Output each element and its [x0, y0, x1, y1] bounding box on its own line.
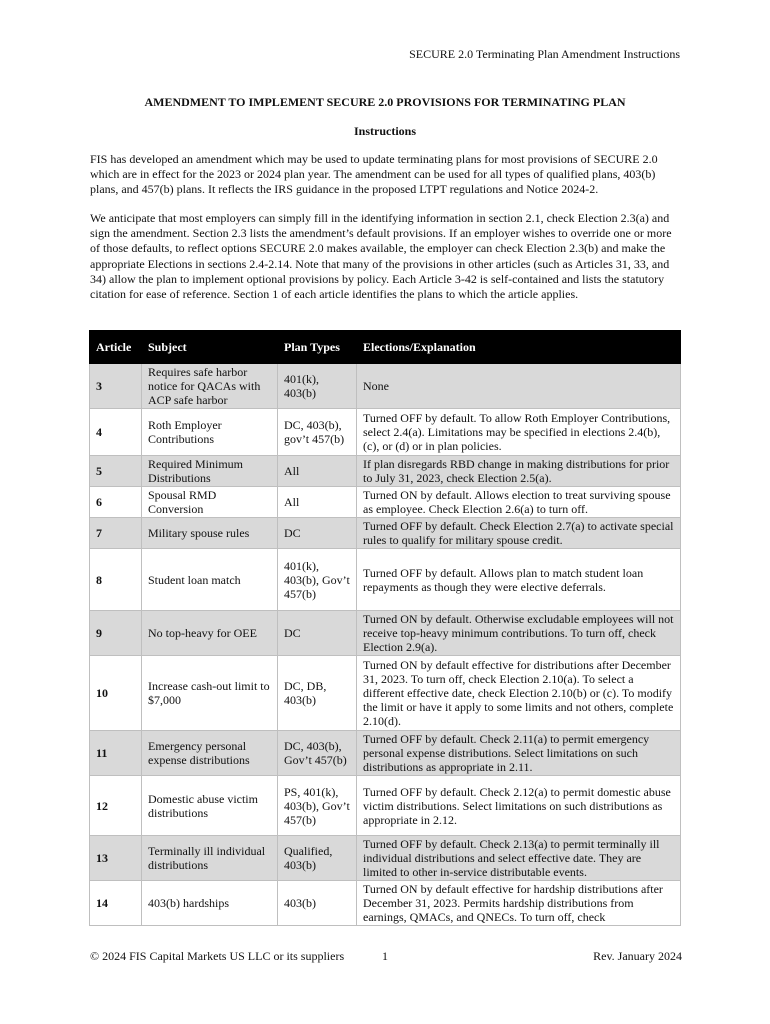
running-header: SECURE 2.0 Terminating Plan Amendment Instructions — [409, 47, 680, 61]
elections-cell: None — [357, 364, 681, 409]
table-row — [90, 881, 681, 926]
plan-types-cell: 401(k), 403(b), Gov’t 457(b) — [278, 549, 357, 611]
plan-types-cell: 403(b) — [278, 881, 357, 926]
document-title: AMENDMENT TO IMPLEMENT SECURE 2.0 PROVISIONS FOR TERMINATING PLAN — [144, 95, 626, 109]
article-number: 6 — [90, 487, 142, 518]
subject-cell: Student loan match — [142, 549, 278, 611]
instructions-paragraph: We anticipate that most employers can simply fill in the identifying information in section 2.1, check Election 2.3(a) and sign the amendment. Section 2.3 lists the amendment’s default provisions. If an employer wishes to override one or more of those defaults, to reflect options SECURE 2.0 makes available, the employer can check Election 2.3(b) and make the appropriate Elections in sections 2.4-2.14. Note that many of the provisions in other articles (such as Articles 31, 33, and 34) allow the plan to implement optional provisions by policy. Each Article 3-42 is self-contained and lists the statutory citation for ease of reference. Section 1 of each article identifies the plans to which the article applies. — [90, 211, 672, 302]
table-row — [90, 656, 681, 731]
plan-types-cell: DC — [278, 518, 357, 549]
plan-types-cell: DC, 403(b), Gov’t 457(b) — [278, 731, 357, 776]
articles-table — [89, 330, 681, 926]
subject-cell: Requires safe harbor notice for QACAs with ACP safe harbor — [142, 364, 278, 409]
elections-cell: Turned OFF by default. Check 2.13(a) to permit terminally ill individual distributions and select effective date. They are limited to other in-service distributable events. — [357, 836, 681, 881]
revision-date: Rev. January 2024 — [593, 949, 682, 963]
article-number: 5 — [90, 456, 142, 487]
plan-types-cell: Qualified, 403(b) — [278, 836, 357, 881]
subject-cell: Increase cash-out limit to $7,000 — [142, 656, 278, 731]
subject-cell: No top-heavy for OEE — [142, 611, 278, 656]
table-row — [90, 731, 681, 776]
subject-cell: Required Minimum Distributions — [142, 456, 278, 487]
subject-cell: Military spouse rules — [142, 518, 278, 549]
table-row — [90, 518, 681, 549]
plan-types-cell: DC, DB, 403(b) — [278, 656, 357, 731]
plan-types-cell: PS, 401(k), 403(b), Gov’t 457(b) — [278, 776, 357, 836]
copyright-notice: © 2024 FIS Capital Markets US LLC or its suppliers — [90, 949, 345, 963]
table-row — [90, 836, 681, 881]
subject-cell: Domestic abuse victim distributions — [142, 776, 278, 836]
subject-cell: 403(b) hardships — [142, 881, 278, 926]
subject-cell: Spousal RMD Conversion — [142, 487, 278, 518]
elections-cell: Turned ON by default. Otherwise excludable employees will not receive top-heavy minimum contributions. To turn off, check Election 2.9(a). — [357, 611, 681, 656]
article-number: 12 — [90, 776, 142, 836]
elections-cell: Turned OFF by default. Check 2.12(a) to permit domestic abuse victim distributions. Select limitations on such distributions as appropriate in 2.12. — [357, 776, 681, 836]
page-number: 1 — [382, 949, 388, 963]
elections-cell: Turned ON by default effective for hardship distributions after December 31, 2023. Permits hardship distributions from earnings, QMACs, and QNECs. To turn off, check — [357, 881, 681, 926]
table-row — [90, 611, 681, 656]
intro-paragraph: FIS has developed an amendment which may be used to update terminating plans for most provisions of SECURE 2.0 which are in effect for the 2023 or 2024 plan year. The amendment can be used for all types of qualified plans, 403(b) plans, and 457(b) plans. It reflects the IRS guidance in the proposed LTPT regulations and Notice 2024-2. — [90, 152, 658, 197]
column-header-elections: Elections/Explanation — [357, 331, 681, 364]
table-row — [90, 487, 681, 518]
article-number: 13 — [90, 836, 142, 881]
subject-cell: Terminally ill individual distributions — [142, 836, 278, 881]
table-row — [90, 549, 681, 611]
table-row — [90, 409, 681, 456]
subject-cell: Roth Employer Contributions — [142, 409, 278, 456]
article-number: 10 — [90, 656, 142, 731]
subject-cell: Emergency personal expense distributions — [142, 731, 278, 776]
elections-cell: Turned OFF by default. Allows plan to match student loan repayments as though they were elective deferrals. — [357, 549, 681, 611]
column-header-subject: Subject — [142, 331, 278, 364]
article-number: 14 — [90, 881, 142, 926]
plan-types-cell: DC, 403(b), gov’t 457(b) — [278, 409, 357, 456]
table-row — [90, 364, 681, 409]
table-header-row — [90, 331, 681, 364]
plan-types-cell: All — [278, 487, 357, 518]
elections-cell: Turned ON by default. Allows election to treat surviving spouse as employee. Check Election 2.6(a) to turn off. — [357, 487, 681, 518]
plan-types-cell: 401(k), 403(b) — [278, 364, 357, 409]
article-number: 4 — [90, 409, 142, 456]
elections-cell: Turned OFF by default. Check Election 2.7(a) to activate special rules to qualify for military spouse credit. — [357, 518, 681, 549]
article-number: 3 — [90, 364, 142, 409]
document-subtitle: Instructions — [353, 124, 416, 138]
elections-cell: If plan disregards RBD change in making distributions for prior to July 31, 2023, check Election 2.5(a). — [357, 456, 681, 487]
plan-types-cell: DC — [278, 611, 357, 656]
column-header-article: Article — [90, 331, 142, 364]
article-number: 8 — [90, 549, 142, 611]
elections-cell: Turned OFF by default. To allow Roth Employer Contributions, select 2.4(a). Limitations may be specified in elections 2.4(b), (c), or (d) or in plan policies. — [357, 409, 681, 456]
article-number: 7 — [90, 518, 142, 549]
table-row — [90, 456, 681, 487]
column-header-plan-types: Plan Types — [278, 331, 357, 364]
elections-cell: Turned OFF by default. Check 2.11(a) to permit emergency personal expense distributions. Select limitations on such distributions as appropriate in 2.11. — [357, 731, 681, 776]
article-number: 9 — [90, 611, 142, 656]
article-number: 11 — [90, 731, 142, 776]
plan-types-cell: All — [278, 456, 357, 487]
elections-cell: Turned ON by default effective for distributions after December 31, 2023. To turn off, check Election 2.10(a). To select a different effective date, check Election 2.10(b) or (c). To modify the limit or have it apply to some limits and not others, complete 2.10(d). — [357, 656, 681, 731]
table-row — [90, 776, 681, 836]
